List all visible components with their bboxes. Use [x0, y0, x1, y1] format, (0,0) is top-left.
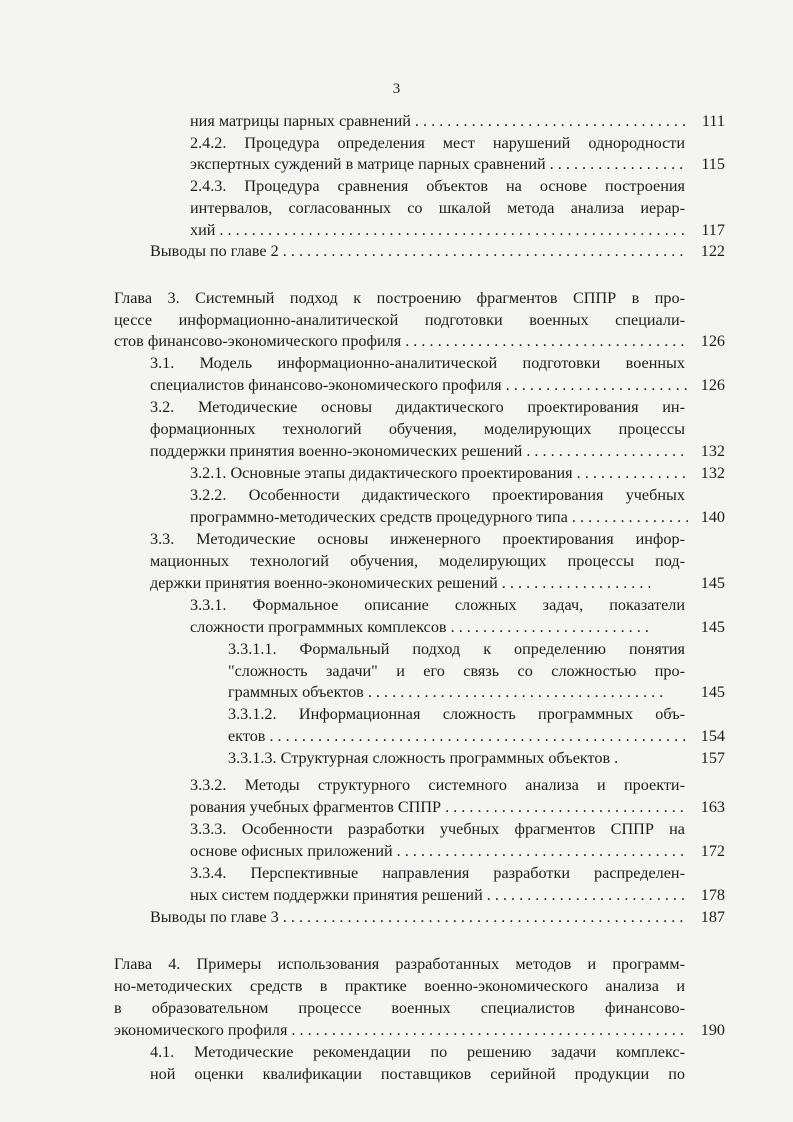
toc-entry: 3.3. Методические основы инженерного проектирования инфор- [150, 530, 685, 548]
toc-entry: формационных технологий обучения, моделирующих процессы [150, 420, 685, 438]
toc-entry: сложности программных комплексов . . . [190, 616, 650, 638]
toc-entry: 3.3.1.3. Структурная сложность программных объектов . [228, 749, 619, 767]
toc-entry: ной оценки квалификации поставщиков серийной продукции по [150, 1065, 685, 1083]
toc-entry: 3.3.2. Методы структурного системного анализа и проекти- [190, 776, 685, 794]
toc-entry: ных систем поддержки принятия решений . . . [190, 884, 688, 906]
toc-page-number: 163 [700, 798, 725, 816]
toc-entry: 3.2. Методические основы дидактического проектирования ин- [150, 398, 685, 416]
toc-page-number: 122 [700, 242, 725, 260]
toc-entry: 3.2.2. Особенности дидактического проектирования учебных [190, 486, 685, 504]
toc-entry: хий . . . [190, 219, 688, 241]
toc-entry: интервалов, согласованных со шкалой метода анализа иерар- [190, 199, 685, 217]
toc-entry: держки принятия военно-экономических решений . . . [150, 572, 650, 594]
toc-entry: ния матрицы парных сравнений . . . [190, 110, 688, 132]
toc-page-number: 145 [700, 618, 725, 636]
toc-entry: экспертных суждений в матрице парных сравнений . . . [190, 153, 688, 175]
toc-entry: рования учебных фрагментов СППР . . . [190, 796, 688, 818]
toc-entry: 2.4.2. Процедура определения мест нарушений однородности [190, 134, 685, 152]
toc-page-number: 132 [700, 442, 725, 460]
toc-page-number: 145 [700, 683, 725, 701]
toc-entry: 3.1. Модель информационно-аналитической подготовки военных [150, 354, 685, 372]
toc-chapter-heading: Глава 4. Примеры использования разработанных методов и программ- [114, 955, 685, 973]
toc-page-number: 145 [700, 574, 725, 592]
toc-entry: Выводы по главе 3 . . . [150, 906, 688, 928]
toc-entry: 3.3.1. Формальное описание сложных задач, показатели [190, 596, 685, 614]
toc-entry: 2.4.3. Процедура сравнения объектов на основе построения [190, 177, 685, 195]
toc-entry: 4.1. Методические рекомендации по решению задачи комплекс- [150, 1043, 685, 1061]
toc-entry: 3.3.3. Особенности разработки учебных фрагментов СППР на [190, 820, 685, 838]
toc-entry: программно-методических средств процедурного типа . . . [190, 506, 688, 528]
toc-page-number: 132 [700, 464, 725, 482]
toc-entry: мационных технологий обучения, моделирующих процессы под- [150, 552, 685, 570]
toc-page-number: 115 [701, 155, 725, 173]
toc-entry: ектов . . . [228, 725, 688, 747]
toc-entry: экономического профиля . . . [114, 1019, 688, 1041]
toc-page-number: 117 [701, 221, 725, 239]
toc-page-number: 111 [701, 112, 725, 130]
toc-entry: 3.3.1.2. Информационная сложность программных объ- [228, 705, 685, 723]
toc-page-number: 178 [700, 886, 725, 904]
toc-entry: специалистов финансово-экономического профиля . . . [150, 374, 688, 396]
toc-chapter-heading: Глава 3. Системный подход к построению фрагментов СППР в про- [114, 289, 685, 307]
toc-entry: "сложность задачи" и его связь со сложностью про- [228, 662, 685, 680]
toc-entry: 3.2.1. Основные этапы дидактического проектирования . . . [190, 462, 688, 484]
toc-entry: 3.3.4. Перспективные направления разработки распределен- [190, 864, 685, 882]
toc-page-number: 187 [700, 908, 725, 926]
toc-entry: поддержки принятия военно-экономических решений . . . [150, 440, 688, 462]
toc-page-number: 126 [700, 332, 725, 350]
toc-entry: основе офисных приложений . . . [190, 840, 688, 862]
toc-entry: в образовательном процессе военных специалистов финансово- [114, 999, 685, 1017]
toc-page-number: 140 [700, 508, 725, 526]
toc-entry: но-методических средств в практике военно-экономического анализа и [114, 977, 685, 995]
toc-entry: стов финансово-экономического профиля . . . [114, 330, 688, 352]
toc-page-number: 154 [700, 727, 725, 745]
toc-entry: граммных объектов . . . [228, 681, 666, 703]
toc-entry: 3.3.1.1. Формальный подход к определению понятия [228, 640, 685, 658]
toc-page-number: 157 [700, 749, 725, 767]
page-number: 3 [392, 81, 401, 97]
toc-entry: Выводы по главе 2 . . . [150, 240, 688, 262]
toc-page-number: 190 [700, 1021, 725, 1039]
toc-page-number: 172 [700, 842, 725, 860]
toc-page-number: 126 [700, 376, 725, 394]
toc-entry: цессе информационно-аналитической подготовки военных специали- [114, 311, 685, 329]
